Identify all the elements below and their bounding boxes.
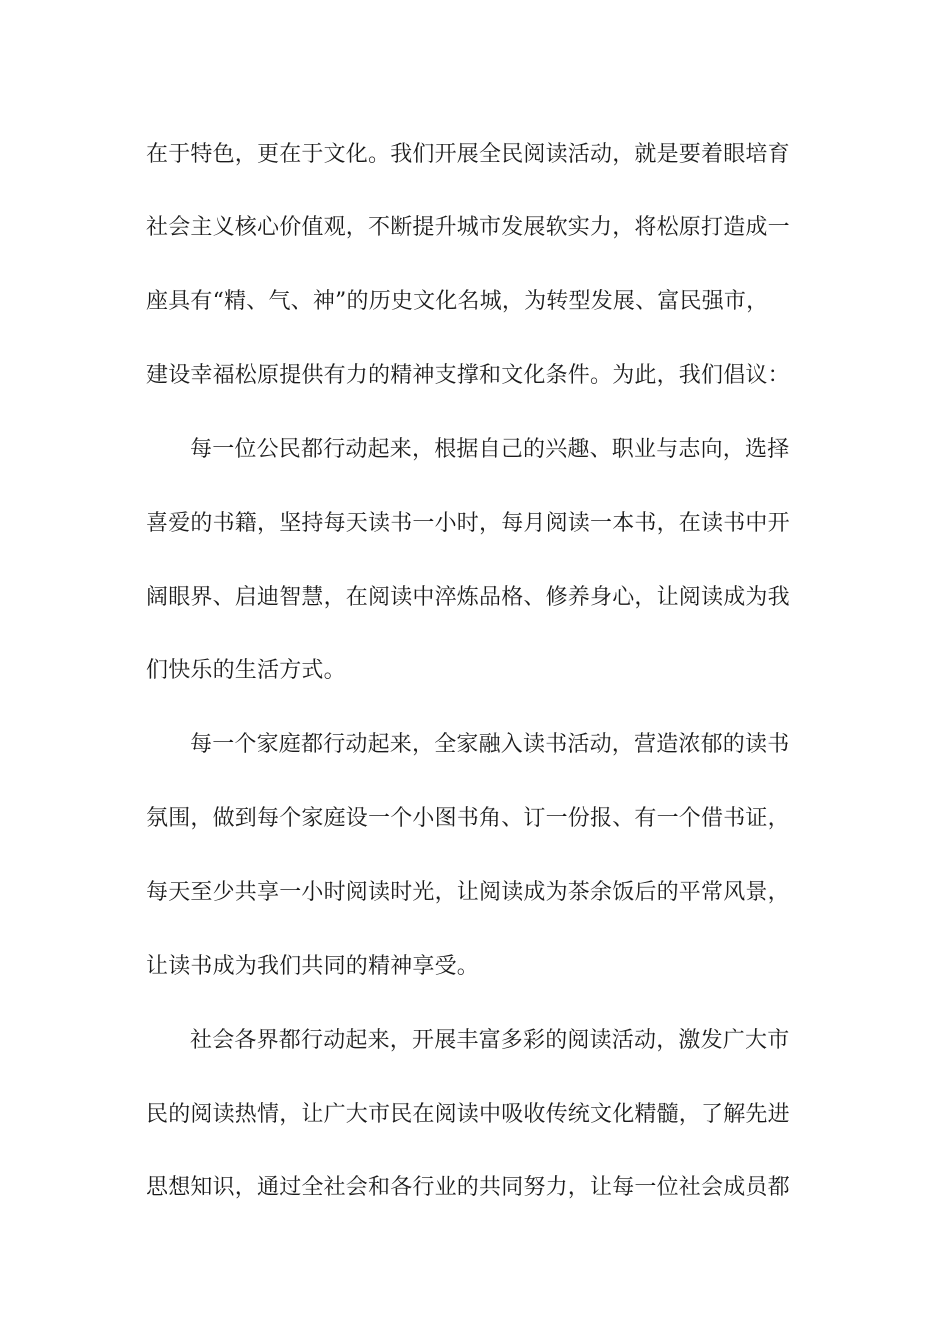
text-line-3: 座具有“精、气、神”的历史文化名城，为转型发展、富民强市，: [146, 289, 769, 314]
paragraph-3-line-1: 社会各界都行动起来，开展丰富多彩的阅读活动，激发广大市: [190, 1028, 790, 1053]
text-line-4: 建设幸福松原提供有力的精神支撑和文化条件。为此，我们倡议：: [146, 363, 790, 388]
text-line-1: 在于特色，更在于文化。我们开展全民阅读活动，就是要着眼培育: [146, 142, 790, 167]
paragraph-1-line-1: 每一位公民都行动起来，根据自己的兴趣、职业与志向，选择: [190, 437, 790, 462]
paragraph-1-line-3: 阔眼界、启迪智慧，在阅读中淬炼品格、修养身心，让阅读成为我: [146, 585, 790, 610]
paragraph-3-line-3: 思想知识，通过全社会和各行业的共同努力，让每一位社会成员都: [146, 1175, 790, 1200]
paragraph-2-line-2: 氛围，做到每个家庭设一个小图书角、订一份报、有一个借书证，: [146, 806, 790, 831]
paragraph-2-line-3: 每天至少共享一小时阅读时光，让阅读成为茶余饭后的平常风景，: [146, 880, 790, 905]
paragraph-2-line-1: 每一个家庭都行动起来，全家融入读书活动，营造浓郁的读书: [190, 732, 790, 757]
paragraph-1-line-4: 们快乐的生活方式。: [146, 658, 346, 683]
paragraph-1-line-2: 喜爱的书籍，坚持每天读书一小时，每月阅读一本书，在读书中开: [146, 511, 790, 536]
text-line-2: 社会主义核心价值观，不断提升城市发展软实力，将松原打造成一: [146, 215, 790, 240]
paragraph-3-line-2: 民的阅读热情，让广大市民在阅读中吸收传统文化精髓，了解先进: [146, 1102, 790, 1127]
paragraph-2-line-4: 让读书成为我们共同的精神享受。: [146, 954, 480, 979]
